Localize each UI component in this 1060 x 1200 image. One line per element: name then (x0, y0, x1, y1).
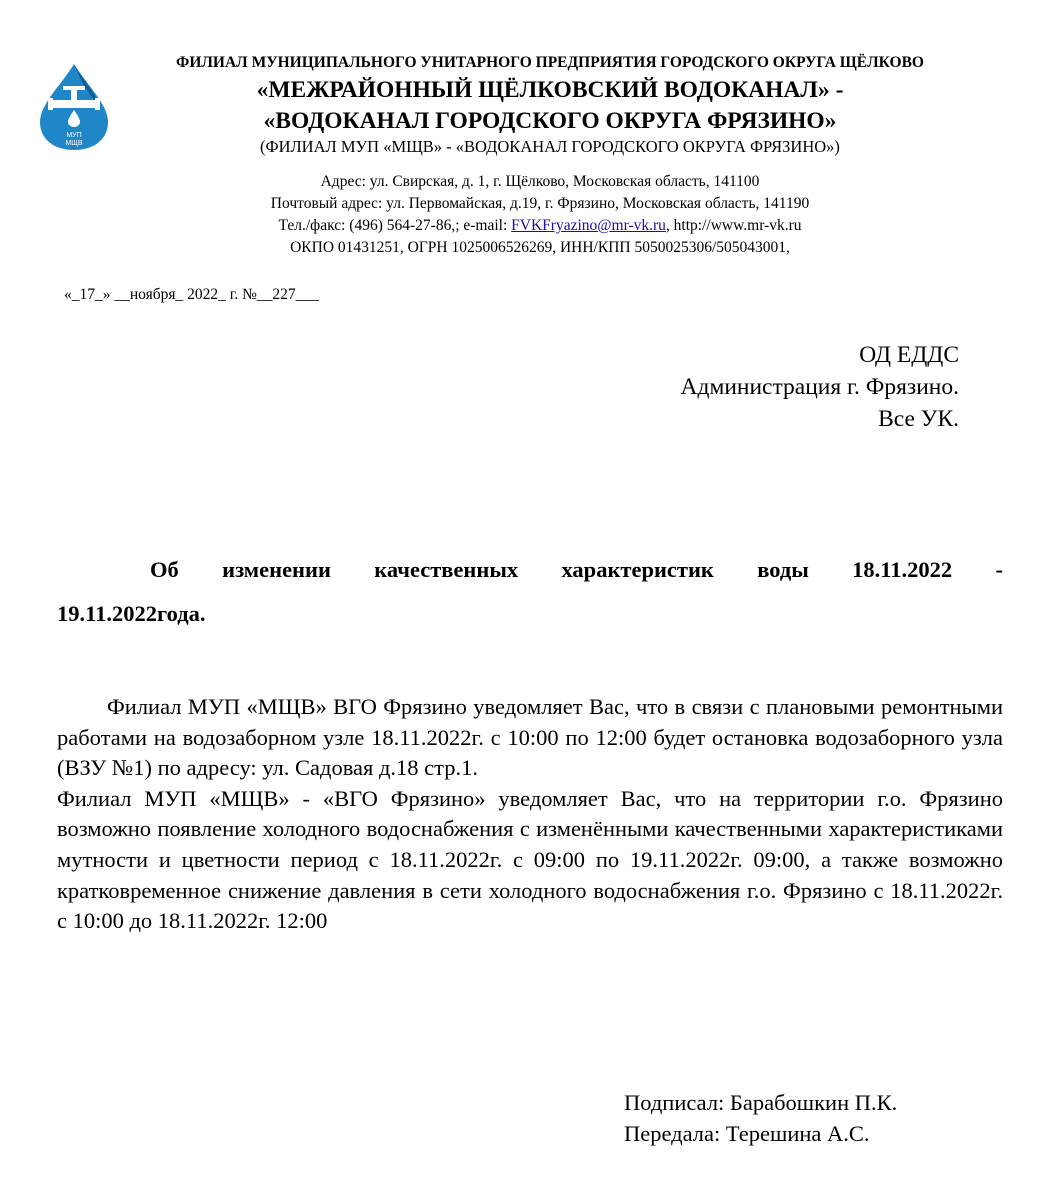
logo-caption-1: МУП (66, 132, 82, 139)
subject-line-1: Об изменении качественных характеристик воды 18.11.2022 - (150, 557, 1003, 582)
sent-by: Передала: Терешина А.С. (624, 1121, 870, 1146)
email-link[interactable]: FVKFryazino@mr-vk.ru (511, 217, 666, 234)
body-paragraph: Филиал МУП «МЩВ» ВГО Фрязино уведомляет Вас, что в связи с плановыми ремонтными работами на водозаборном узле 18.11.2022г. с 10:00 по 12:00 будет остановка водозаборного узла (ВЗУ №1) по адресу: ул. Садовая д.18 стр.1. (57, 694, 1003, 781)
header-org-short: (ФИЛИАЛ МУП «МЩВ» - «ВОДОКАНАЛ ГОРОДСКОГО ОКРУГА ФРЯЗИНО») (260, 137, 840, 156)
subject-line-2: 19.11.2022года. (57, 601, 206, 626)
registration-codes-line: ОКПО 01431251, ОГРН 1025006526269, ИНН/КПП 5050025306/505043001, (290, 239, 790, 256)
postal-address-line: Почтовый адрес: ул. Первомайская, д.19, г. Фрязино, Московская область, 141190 (270, 195, 810, 212)
header-org-line: ФИЛИАЛ МУНИЦИПАЛЬНОГО УНИТАРНОГО ПРЕДПРИЯТИЯ ГОРОДСКОГО ОКРУГА ЩЁЛКОВО (176, 54, 924, 71)
recipient-line: ОД ЕДДС (859, 342, 959, 368)
website-text: , http://www.mr-vk.ru (665, 217, 802, 234)
document-date-number: «_17_» __ноября_ 2022_ г. №__227___ (64, 286, 319, 303)
recipient-line: Администрация г. Фрязино. (680, 374, 959, 400)
header-org-name: «МЕЖРАЙОННЫЙ ЩЁЛКОВСКИЙ ВОДОКАНАЛ» - (256, 77, 844, 103)
recipient-line: Все УК. (878, 406, 959, 432)
phone-text: Тел./факс: (496) 564-27-86,; e-mail: (278, 217, 512, 234)
contacts-line (60, 217, 1020, 235)
address-line: Адрес: ул. Свирская, д. 1, г. Щёлково, Московская область, 141100 (320, 173, 760, 190)
document-body (57, 692, 1003, 937)
signed-by: Подписал: Барабошкин П.К. (624, 1090, 898, 1115)
document-subject (57, 548, 1003, 636)
body-paragraph: Филиал МУП «МЩВ» - «ВГО Фрязино» уведомляет Вас, что на территории г.о. Фрязино возможно появление холодного водоснабжения с изменёнными качественными характеристиками мутности и цветности период с 18.11.2022г. с 09:00 по 19.11.2022г. 09:00, а также возможно кратковременное снижение давления в сети холодного водоснабжения г.о. Фрязино с 18.11.2022г. с 10:00 до 18.11.2022г. 12:00 (57, 785, 1003, 934)
header-org-branch: «ВОДОКАНАЛ ГОРОДСКОГО ОКРУГА ФРЯЗИНО» (263, 108, 837, 134)
logo-caption-2: МЩВ (65, 140, 83, 147)
